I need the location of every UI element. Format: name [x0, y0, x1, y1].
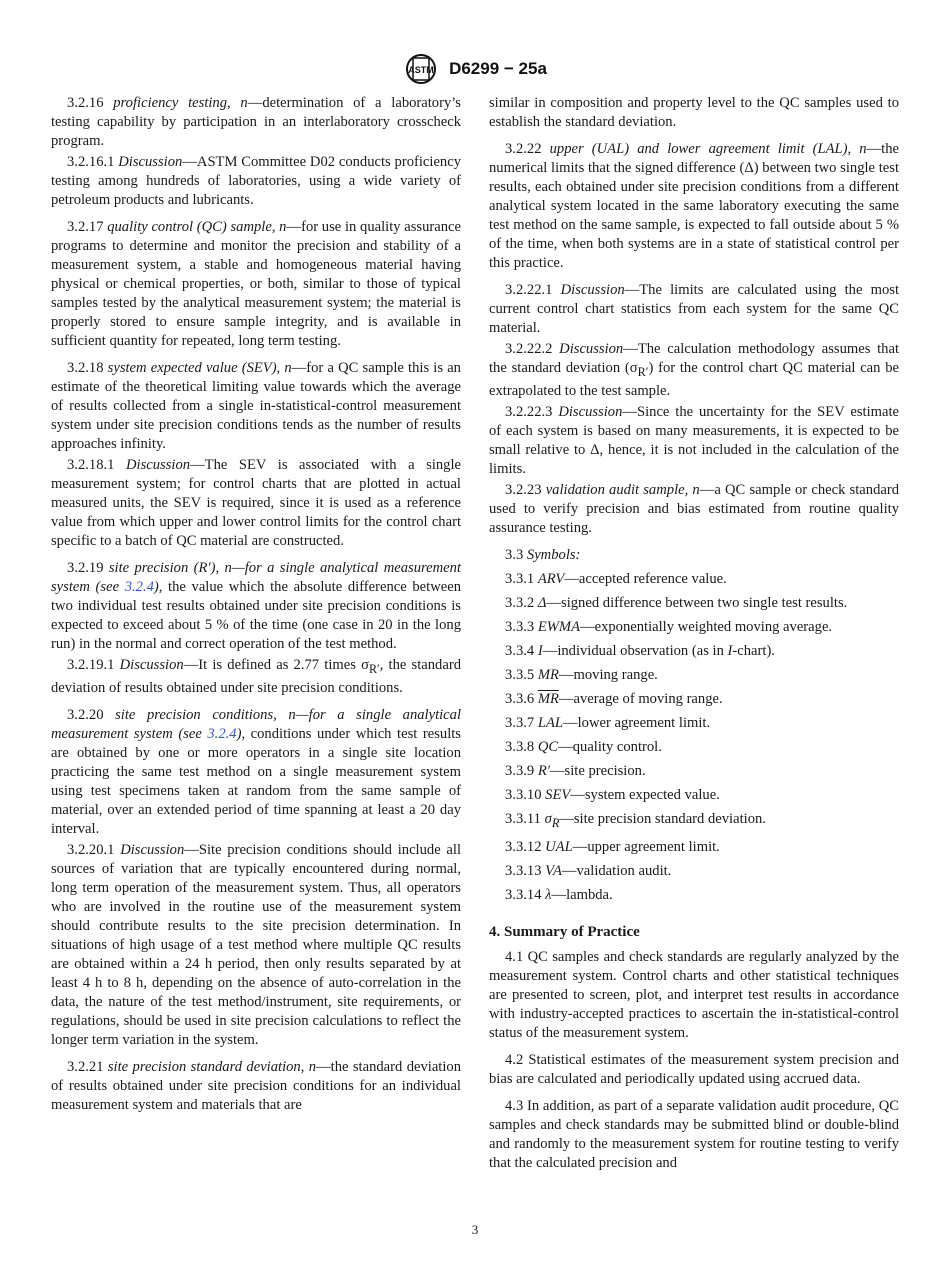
def-3-2-17: 3.2.17 quality control (QC) sample, n—for use in quality assurance programs to determine and monitor the precision and stability of a measurement system, a stable and homogeneous material having physical or chemical properties, or both, similar to those of typical samples tested by the analytical measurement system; the material is properly stored to ensure sample integrity, and is available in sufficient quantity for repeated, long term testing. [51, 219, 461, 349]
section-4-1: 4.1 QC samples and check standards are regularly analyzed by the measurement system. Control charts and other statistical techniques are presented to screen, plot, and interpret test results in accordance with industry-accepted practices to ascertain the in-statistical-control status of the measurement system. [489, 948, 899, 1041]
def-3-2-21: 3.2.21 site precision standard deviation, n—the standard deviation of results obtained under site precision conditions for an individual measurement system and materials that are [51, 1058, 461, 1113]
def-3-2-19-1: 3.2.19.1 Discussion—It is defined as 2.77 times $\sigma_{R'}$, the standard deviation of results obtained under site precision conditions. [51, 657, 461, 696]
symbol-item: 3.3.9 R′—site precision. [505, 762, 646, 779]
def-3-2-22-3: 3.2.22.3 Discussion—Since the uncertainty for the SEV estimate of each system is based on many measurements, it is expected to be small relative to Δ, hence, it is not included in the calculation of the limits. [489, 403, 899, 477]
def-3-2-22: 3.2.22 upper (UAL) and lower agreement limit (LAL), n—the numerical limits that the signed difference (Δ) between two single test results, each obtained under site precision conditions from a different analytical system located in the same laboratory executing the same test method on the same sample, is expected to fall outside about 5 % of the time, when both systems are in a state of statistical control per this practice. [489, 141, 899, 271]
right-column [489, 94, 899, 1181]
left-column [51, 94, 461, 1123]
def-3-2-23: 3.2.23 validation audit sample, n—a QC sample or check standard used to verify precision and bias estimated from routine quality assurance testing. [489, 481, 899, 536]
symbol-item: 3.3.5 MR—moving range. [505, 666, 658, 683]
symbol-item: 3.3.14 λ—lambda. [505, 886, 613, 903]
symbol-item: 3.3.1 ARV—accepted reference value. [505, 570, 727, 587]
def-3-2-18-1: 3.2.18.1 Discussion—The SEV is associated with a single measurement system; for control charts that are plotted in actual measured units, the SEV is required, since it is used as a reference value from which upper and lower control limits for the control chart specific to a batch of QC material are constructed. [51, 457, 461, 549]
section-4-heading: 4. Summary of Practice [489, 923, 640, 940]
def-3-2-22-1: 3.2.22.1 Discussion—The limits are calculated using the most current control chart statistics from each system for the same QC material. [489, 282, 899, 336]
ref-link-3-2-4-b[interactable]: 3.2.4 [207, 725, 237, 742]
section-4-2: 4.2 Statistical estimates of the measurement system precision and bias are calculated and periodically updated using accrued data. [489, 1051, 899, 1087]
def-3-2-22-2: 3.2.22.2 Discussion—The calculation methodology assumes that the standard deviation $(\sigma_{R'})$ for the control chart QC material can be extrapolated to the test sample. [489, 341, 899, 399]
symbol-item: 3.3.7 LAL—lower agreement limit. [505, 714, 711, 731]
page-header [0, 52, 950, 86]
def-3-2-20: 3.2.20 site precision conditions, n—for a single analytical measurement system (see 3.2.4), conditions under which test results are obtained by one or more operators in a single site location practicing the same test method on a single measurement system using test specimens taken at random from the same sample of material, over an extended period of time spanning at least a 20 day interval. [51, 706, 462, 837]
def-3-2-19: 3.2.19 site precision (R′), n—for a single analytical measurement system (see 3.2.4), the value which the absolute difference between two individual test results obtained under site precision conditions is expected to exceed about 5 % of the time (one case in 20 in the long run) in the normal and correct operation of the test method. [51, 560, 461, 652]
document-id: D6299 − 25a [449, 59, 547, 78]
def-3-2-16-1: 3.2.16.1 Discussion—ASTM Committee D02 conducts proficiency testing among hundreds of laboratories, using a wide variety of petroleum products and lubricants. [51, 154, 461, 208]
svg-text:ASTM: ASTM [408, 65, 434, 75]
def-3-2-16: 3.2.16 proficiency testing, n—determination of a laboratory’s testing capability by participation in an interlaboratory crosscheck program. [51, 95, 461, 149]
symbol-item: 3.3.13 VA—validation audit. [505, 862, 672, 879]
ref-link-3-2-4[interactable]: 3.2.4 [124, 579, 154, 595]
symbol-item: 3.3.4 I—individual observation (as in I-chart). [505, 642, 775, 659]
symbol-item: 3.3.6 $\overline{MR}—average$ of moving range. [505, 690, 723, 707]
symbol-item: 3.3.2 Δ—signed difference between two single test results. [505, 594, 848, 611]
symbol-item: 3.3.11 $\sigma_R—site$ precision standard deviation. [505, 810, 766, 830]
symbol-item: 3.3.3 EWMA—exponentially weighted moving average. [505, 618, 833, 635]
symbol-item: 3.3.10 SEV—system expected value. [505, 786, 720, 803]
astm-logo [403, 52, 439, 86]
def-3-2-18: 3.2.18 system expected value (SEV), n—for a QC sample this is an estimate of the theoretical limiting value towards which the average of results collected from a single in-statistical-control measurement system under site precision conditions tends as the number of results approaches infinity. [51, 360, 461, 452]
symbols-heading: 3.3 Symbols: [505, 546, 581, 563]
page-number: 3 [471, 1222, 479, 1237]
def-3-2-21-cont: similar in composition and property level to the QC samples used to establish the standard deviation. [489, 95, 899, 130]
section-4-3: 4.3 In addition, as part of a separate validation audit procedure, QC samples and check standards may be submitted blind or double-blind and randomly to the measurement system for routine testing to verify that the calculated precision and [489, 1097, 899, 1171]
symbol-item: 3.3.8 QC—quality control. [505, 738, 662, 755]
def-3-2-20-1: 3.2.20.1 Discussion—Site precision conditions should include all sources of variation that are typically encountered during normal, long term operation of the measurement system. Thus, all operators who are involved in the routine use of the measurement system should contribute results to the site precision determination. In situations of high usage of a test method where multiple QC results are obtained within a 24 h period, then only results separated by at least 4 h to 8 h, depending on the absence of auto-correlation in the data, the nature of the test method/instrument, site requirements, or regulations, should be used in site precision calculations to reflect the longer term variation in the system. [51, 841, 461, 1048]
symbol-item: 3.3.12 UAL—upper agreement limit. [505, 838, 720, 855]
